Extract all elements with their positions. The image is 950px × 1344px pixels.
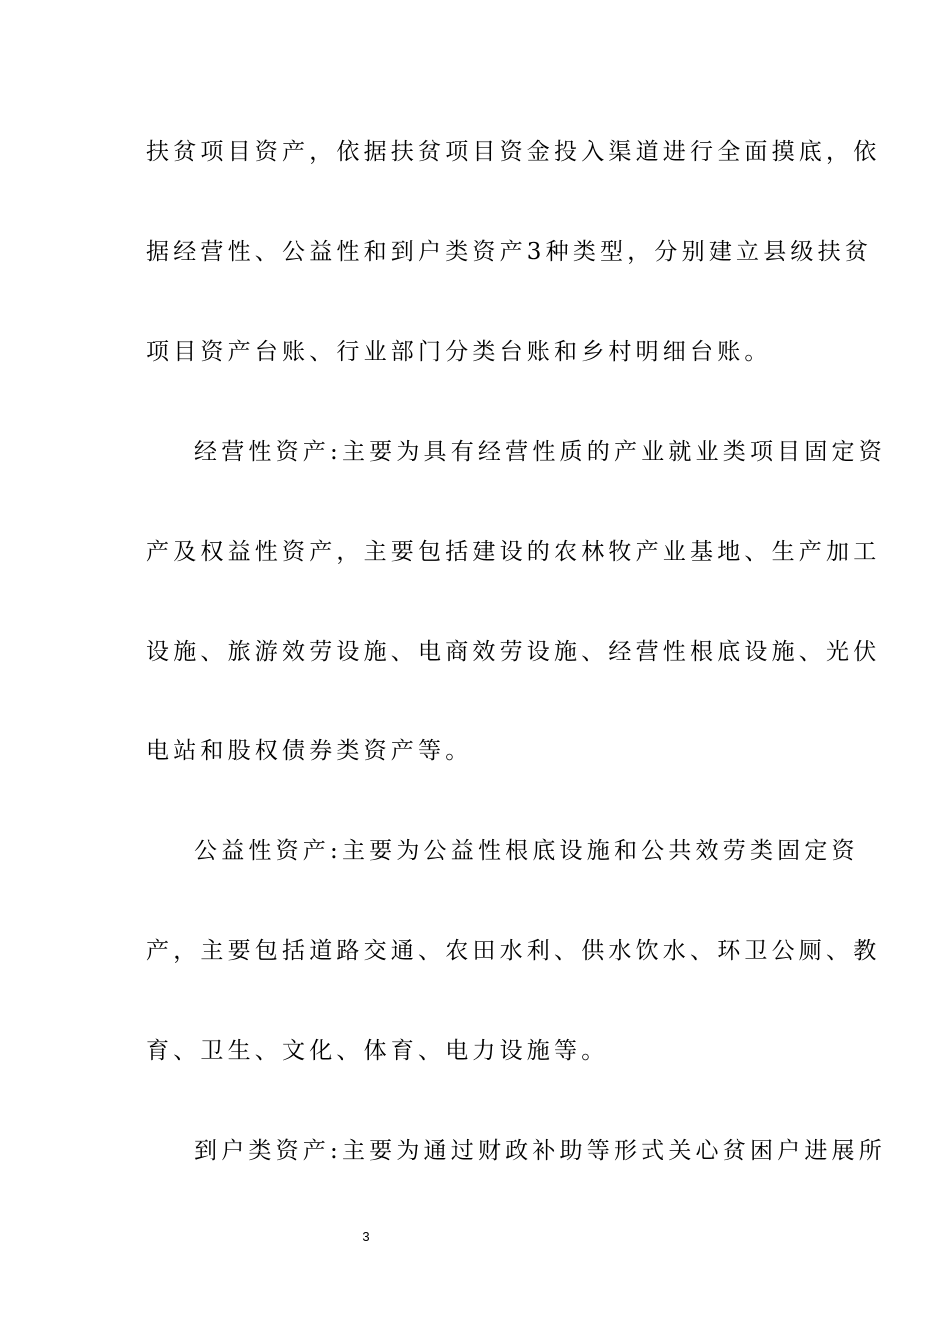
text-line-6: 设施、旅游效劳设施、电商效劳设施、经营性根底设施、光伏	[146, 639, 881, 665]
text-line-9: 产，主要包括道路交通、农田水利、供水饮水、环卫公厕、教	[146, 938, 881, 964]
text-line-8: 公益性资产:主要为公益性根底设施和公共效劳类固定资	[194, 838, 859, 864]
text-line-10: 育、卫生、文化、体育、电力设施等。	[146, 1038, 609, 1064]
page-number: 3	[362, 1229, 370, 1244]
text-line-5: 产及权益性资产，主要包括建设的农林牧产业基地、生产加工	[146, 539, 881, 565]
text-line-2: 据经营性、公益性和到户类资产3种类型，分别建立县级扶贫	[146, 239, 873, 265]
text-line-7: 电站和股权债券类资产等。	[146, 738, 473, 764]
text-line-4: 经营性资产:主要为具有经营性质的产业就业类项目固定资	[194, 439, 886, 465]
text-line-11: 到户类资产:主要为通过财政补助等形式关心贫困户进展所	[194, 1138, 886, 1164]
text-line-1: 扶贫项目资产，依据扶贫项目资金投入渠道进行全面摸底，依	[146, 139, 881, 165]
text-line-3: 项目资产台账、行业部门分类台账和乡村明细台账。	[146, 339, 772, 365]
